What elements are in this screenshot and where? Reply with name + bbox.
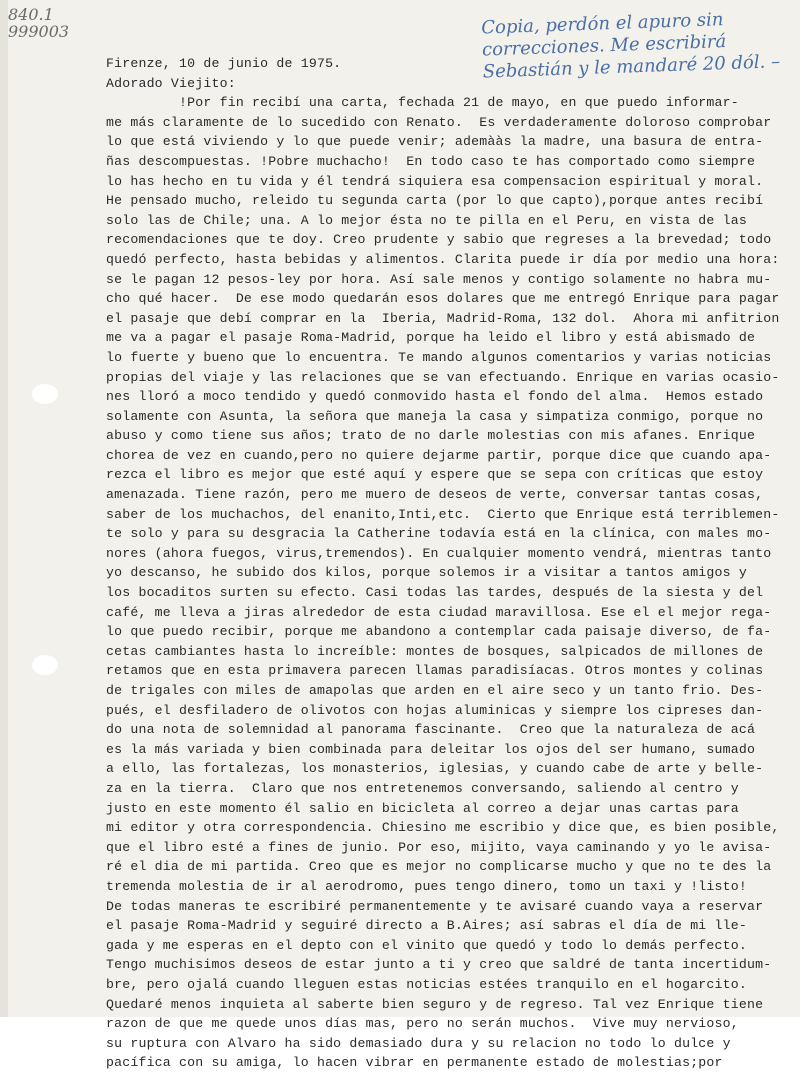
dateline: Firenze, 10 de junio de 1975. (106, 56, 342, 71)
letter-line: que el libro esté a fines de junio. Por eso, mijito, vaya caminando y yo le avisa- (106, 839, 772, 855)
handwritten-note: Copia, perdón el apuro sin correcciones. Me escribirá Sebastián y le mandaré 20 dól. – (480, 9, 781, 83)
letter-line: lo que puedo recibir, porque me abandono a contemplar cada paisaje diverso, de fa- (106, 624, 772, 640)
letter-line: lo fuerte y bueno que lo encuentra. Te mando algunos comentarios y varias noticias (106, 349, 772, 365)
letter-line: lo has hecho en tu vida y él tendrá siquiera esa compensacion espiritual y moral. (106, 173, 764, 189)
letter-line: solo las de Chile; una. A lo mejor ésta no te pilla en el Peru, en vista de las (106, 212, 747, 228)
letter-line: He pensado mucho, releido tu segunda carta (por lo que capto),porque antes recibí (106, 193, 764, 209)
letter-line: mi editor y otra correspondencia. Chiesino me escribio y dice que, es bien posible, (106, 820, 780, 836)
letter-line: café, me lleva a jiras alrededor de esta ciudad maravillosa. Ese el el mejor rega- (106, 604, 772, 620)
letter-line: retamos que en esta primavera parecen llamas paradisíacas. Otros montes y colinas (106, 663, 764, 679)
letter-line: cetas cambiantes hasta lo increíble: montes de bosques, salpicados de millones de (106, 643, 764, 659)
letter-line: saber de los muchachos, del enanito,Inti,etc. Cierto que Enrique está terriblemen- (106, 506, 780, 522)
letter-line: te solo y para su desgracia la Catherine todavía está en la clínica, con males mo- (106, 526, 772, 542)
letter-line: Tengo muchisimos deseos de estar junto a ti y creo que saldré de tanta incertidum- (106, 957, 772, 973)
letter-line: De todas maneras te escribiré permanentemente y te avisaré cuando vaya a reservar (106, 898, 764, 914)
letter-line: yo descanso, he subido dos kilos, porque solemos ir a visitar a tantos amigos y (106, 565, 747, 581)
letter-line: za en la tierra. Claro que nos entretenemos conversando, saliendo al centro y (106, 780, 739, 796)
archive-code-line: 840.1 (8, 5, 54, 24)
letter-line: nes lloró a moco tendido y quedó conmovido hasta el fondo del alma. Hemos estado (106, 389, 764, 405)
letter-line: propias del viaje y las relaciones que se van efectuando. Enrique en varias ocasio- (106, 369, 780, 385)
punch-hole (32, 655, 58, 675)
letter-line: tremenda molestia de ir al aerodromo, pues tengo dinero, tomo un taxi y !listo! (106, 878, 747, 894)
letter-line: a ello, las fortalezas, los monasterios, iglesias, y cuando cabe de arte y belle- (106, 761, 764, 777)
letter-line: do una nota de solemnidad al panorama fascinante. Creo que la naturaleza de acá (106, 722, 756, 738)
letter-line: ñas descompuestas. !Pobre muchacho! En todo caso te has comportado como siempre (106, 153, 756, 169)
letter-line: chorea de vez en cuando,pero no quiere dejarme partir, porque dice que cuando apa- (106, 447, 772, 463)
archive-code (8, 6, 69, 40)
letter-line: los bocaditos surten su efecto. Casi todas las tardes, después de la siesta y del (106, 585, 764, 601)
letter-line: nores (ahora fuegos, virus,tremendos). En cualquier momento vendrá, mientras tanto (106, 545, 772, 561)
letter-line: quedó perfecto, hasta bebidas y alimentos. Clarita puede ir día por medio una hora: (106, 251, 780, 267)
letter-line: bre, pero ojalá cuando lleguen estas noticias estées tranquilo en el hogarcito. (106, 976, 747, 992)
letter-body (106, 54, 780, 1073)
letter-line: !Por fin recibí una carta, fechada 21 de mayo, en que puedo informar- (106, 95, 739, 111)
letter-line: de trigales con miles de amapolas que arden en el aire seco y un tanto frio. Des- (106, 683, 764, 698)
letter-line: rezca el libro es mejor que esté aquí y espere que se sepa con críticas que estoy (106, 467, 764, 483)
letter-line: me más claramente de lo sucedido con Renato. Es verdaderamente doloroso comprobar (106, 114, 772, 130)
letter-line: recomendaciones que te doy. Creo prudente y sabio que regreses a la brevedad; todo (106, 232, 772, 248)
letter-line: solamente con Asunta, la señora que maneja la casa y simpatiza conmigo, porque no (106, 408, 764, 424)
letter-line: lo que está viviendo y lo que puede venir; ademààs la madre, una basura de entra- (106, 134, 764, 150)
letter-line: ré el dia de mi partida. Creo que es mejor no complicarse mucho y que no te des la (106, 859, 772, 875)
letter-line: el pasaje Roma-Madrid y seguiré directo a B.Aires; así sabras el día de mi lle- (106, 918, 747, 934)
letter-line: me va a pagar el pasaje Roma-Madrid, porque ha leido el libro y está abismado de (106, 330, 756, 346)
letter-line: se le pagan 12 pesos-ley por hora. Así sale menos y contigo solamente no habra mu- (106, 271, 772, 287)
letter-line: abuso y como tiene sus años; trato de no darle molestias con mis afanes. Enrique (106, 428, 756, 444)
punch-hole (32, 384, 58, 404)
letter-line: el pasaje que debí comprar en la Iberia, Madrid-Roma, 132 dol. Ahora mi anfitrion (106, 310, 780, 326)
letter-line: es la más variada y bien combinada para deleitar los ojos del ser humano, sumado (106, 741, 756, 757)
letter-line: amenazada. Tiene razón, pero me muero de deseos de verte, conversar tantas cosas, (106, 487, 764, 503)
letter-text (106, 93, 780, 1073)
letter-line: justo en este momento él salio en bicicleta al correo a dejar unas cartas para (106, 800, 739, 816)
letter-line: razon de que me quede unos días mas, pero no serán muchos. Vive muy nervioso, (106, 1016, 739, 1032)
archive-code-line: 999003 (8, 22, 70, 41)
letter-line: pués, el desfiladero de olivotos con hojas aluminicas y siempre los cipreses dan- (106, 702, 764, 718)
letter-line: cho qué hacer. De ese modo quedarán esos dolares que me entregó Enrique para pagar (106, 291, 780, 307)
letter-line: su ruptura con Alvaro ha sido demasiado dura y su relacion no todo lo dulce y (106, 1035, 731, 1051)
letter-line: pacífica con su amiga, lo hacen vibrar en permanente estado de molestias;por (106, 1055, 723, 1071)
letter-line: gada y me esperas en el depto con el vinito que quedó y todo lo demás perfecto. (106, 937, 747, 953)
salutation: Adorado Viejito: (106, 75, 236, 91)
scan-border (0, 0, 8, 1017)
letter-line: Quedaré menos inquieta al saberte bien seguro y de regreso. Tal vez Enrique tiene (106, 996, 764, 1012)
